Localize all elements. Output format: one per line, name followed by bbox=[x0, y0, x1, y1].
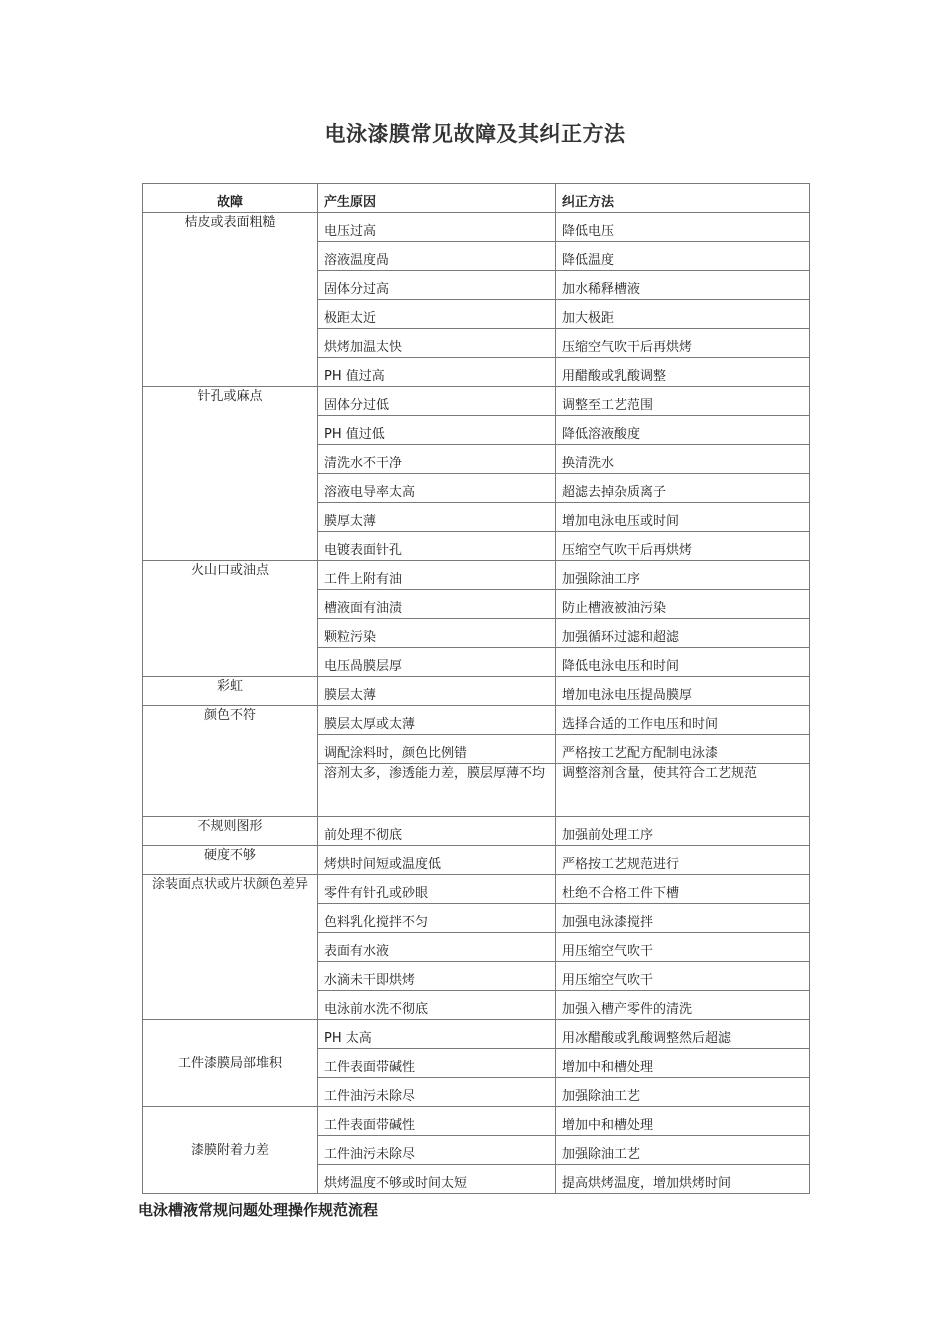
table-row bbox=[143, 846, 810, 875]
cause-cell: 膜厚太薄 bbox=[318, 503, 556, 532]
fault-cell: 火山口或油点 bbox=[143, 561, 318, 677]
fix-cell: 防止槽液被油污染 bbox=[556, 590, 810, 619]
cause-cell: 工件油污未除尽 bbox=[318, 1078, 556, 1107]
table-row bbox=[143, 1107, 810, 1136]
cause-cell: 清洗水不干净 bbox=[318, 445, 556, 474]
fix-cell: 加强循环过滤和超滤 bbox=[556, 619, 810, 648]
fault-cell: 桔皮或表面粗糙 bbox=[143, 213, 318, 387]
cause-cell: 烘烤加温太快 bbox=[318, 329, 556, 358]
cause-cell: 水滴未干即烘烤 bbox=[318, 962, 556, 991]
cause-cell: 工件上附有油 bbox=[318, 561, 556, 590]
cause-cell: 烘烤温度不够或时间太短 bbox=[318, 1165, 556, 1194]
table-row bbox=[143, 817, 810, 846]
fault-cell: 工件漆膜局部堆积 bbox=[143, 1020, 318, 1107]
fix-cell: 加强电泳漆搅拌 bbox=[556, 904, 810, 933]
cause-cell: PH 值过高 bbox=[318, 358, 556, 387]
table-row bbox=[143, 387, 810, 416]
fix-cell: 加强前处理工序 bbox=[556, 817, 810, 846]
cause-cell: 前处理不彻底 bbox=[318, 817, 556, 846]
fix-cell: 换清洗水 bbox=[556, 445, 810, 474]
fix-cell: 加强除油工艺 bbox=[556, 1078, 810, 1107]
cause-cell: 颗粒污染 bbox=[318, 619, 556, 648]
header-fault: 故障 bbox=[143, 184, 318, 213]
cause-cell: 电压咼膜层厚 bbox=[318, 648, 556, 677]
table-row bbox=[143, 1020, 810, 1049]
fix-cell: 加强除油工序 bbox=[556, 561, 810, 590]
cause-cell: 电镀表面针孔 bbox=[318, 532, 556, 561]
table-row bbox=[143, 875, 810, 904]
fix-cell: 超滤去掉杂质离子 bbox=[556, 474, 810, 503]
fix-cell: 降低温度 bbox=[556, 242, 810, 271]
fault-cell: 彩虹 bbox=[143, 677, 318, 706]
fix-cell: 加大极距 bbox=[556, 300, 810, 329]
cause-cell: 溶液电导率太高 bbox=[318, 474, 556, 503]
fault-cell: 针孔或麻点 bbox=[143, 387, 318, 561]
fix-cell: 调整至工艺范围 bbox=[556, 387, 810, 416]
fix-cell: 杜绝不合格工件下槽 bbox=[556, 875, 810, 904]
fix-cell: 加强入槽产零件的清洗 bbox=[556, 991, 810, 1020]
fix-cell: 选择合适的工作电压和时间 bbox=[556, 706, 810, 735]
table-header-row bbox=[143, 184, 810, 213]
fault-cell: 涂装面点状或片状颜色差异 bbox=[143, 875, 318, 1020]
table-row bbox=[143, 706, 810, 735]
fix-cell: 用压缩空气吹干 bbox=[556, 933, 810, 962]
fix-cell: 用压缩空气吹干 bbox=[556, 962, 810, 991]
header-fix: 纠正方法 bbox=[556, 184, 810, 213]
fault-cell: 颜色不符 bbox=[143, 706, 318, 817]
cause-cell: 固体分过高 bbox=[318, 271, 556, 300]
fix-cell: 降低电泳电压和时间 bbox=[556, 648, 810, 677]
fix-cell: 用醋酸或乳酸调整 bbox=[556, 358, 810, 387]
cause-cell: 槽液面有油渍 bbox=[318, 590, 556, 619]
header-cause: 产生原因 bbox=[318, 184, 556, 213]
cause-cell: 膜层太薄 bbox=[318, 677, 556, 706]
cause-cell: 溶液温度咼 bbox=[318, 242, 556, 271]
fix-cell: 加强除油工艺 bbox=[556, 1136, 810, 1165]
fix-cell: 增加中和槽处理 bbox=[556, 1049, 810, 1078]
cause-cell: 色料乳化搅拌不匀 bbox=[318, 904, 556, 933]
cause-cell: 调配涂料时，颜色比例错 bbox=[318, 735, 556, 764]
cause-cell: 电泳前水洗不彻底 bbox=[318, 991, 556, 1020]
cause-cell: 烤烘时间短或温度低 bbox=[318, 846, 556, 875]
fix-cell: 增加中和槽处理 bbox=[556, 1107, 810, 1136]
page-title: 电泳漆膜常见故障及其纠正方法 bbox=[324, 122, 626, 146]
cause-cell: 溶剂太多，渗透能力差，膜层厚薄不均 bbox=[318, 764, 556, 817]
fix-cell: 严格按工艺配方配制电泳漆 bbox=[556, 735, 810, 764]
cause-cell: 工件油污未除尽 bbox=[318, 1136, 556, 1165]
cause-cell: PH 太高 bbox=[318, 1020, 556, 1049]
section-heading: 电泳槽液常规问题处理操作规范流程 bbox=[138, 1201, 379, 1219]
cause-cell: 工件表面带碱性 bbox=[318, 1107, 556, 1136]
fix-cell: 提高烘烤温度，增加烘烤时间 bbox=[556, 1165, 810, 1194]
fix-cell: 用冰醋酸或乳酸调整然后超滤 bbox=[556, 1020, 810, 1049]
cause-cell: PH 值过低 bbox=[318, 416, 556, 445]
fault-cell: 漆膜附着力差 bbox=[143, 1107, 318, 1194]
fix-cell: 降低电压 bbox=[556, 213, 810, 242]
table-body bbox=[143, 213, 810, 1194]
cause-cell: 工件表面带碱性 bbox=[318, 1049, 556, 1078]
fix-cell: 压缩空气吹干后再烘烤 bbox=[556, 532, 810, 561]
cause-cell: 电压过高 bbox=[318, 213, 556, 242]
table-row bbox=[143, 561, 810, 590]
fix-cell: 增加电泳电压或时间 bbox=[556, 503, 810, 532]
fault-table bbox=[142, 183, 810, 1194]
fix-cell: 加水稀释槽液 bbox=[556, 271, 810, 300]
fix-cell: 调整溶剂含量，使其符合工艺规范 bbox=[556, 764, 810, 817]
fix-cell: 压缩空气吹干后再烘烤 bbox=[556, 329, 810, 358]
table-row bbox=[143, 213, 810, 242]
cause-cell: 膜层太厚或太薄 bbox=[318, 706, 556, 735]
cause-cell: 固体分过低 bbox=[318, 387, 556, 416]
fix-cell: 增加电泳电压提咼膜厚 bbox=[556, 677, 810, 706]
cause-cell: 表面有水液 bbox=[318, 933, 556, 962]
fault-cell: 不规则图形 bbox=[143, 817, 318, 846]
table-row bbox=[143, 677, 810, 706]
fix-cell: 降低溶液酸度 bbox=[556, 416, 810, 445]
fix-cell: 严格按工艺规范进行 bbox=[556, 846, 810, 875]
cause-cell: 零件有针孔或砂眼 bbox=[318, 875, 556, 904]
fault-cell: 硬度不够 bbox=[143, 846, 318, 875]
cause-cell: 极距太近 bbox=[318, 300, 556, 329]
